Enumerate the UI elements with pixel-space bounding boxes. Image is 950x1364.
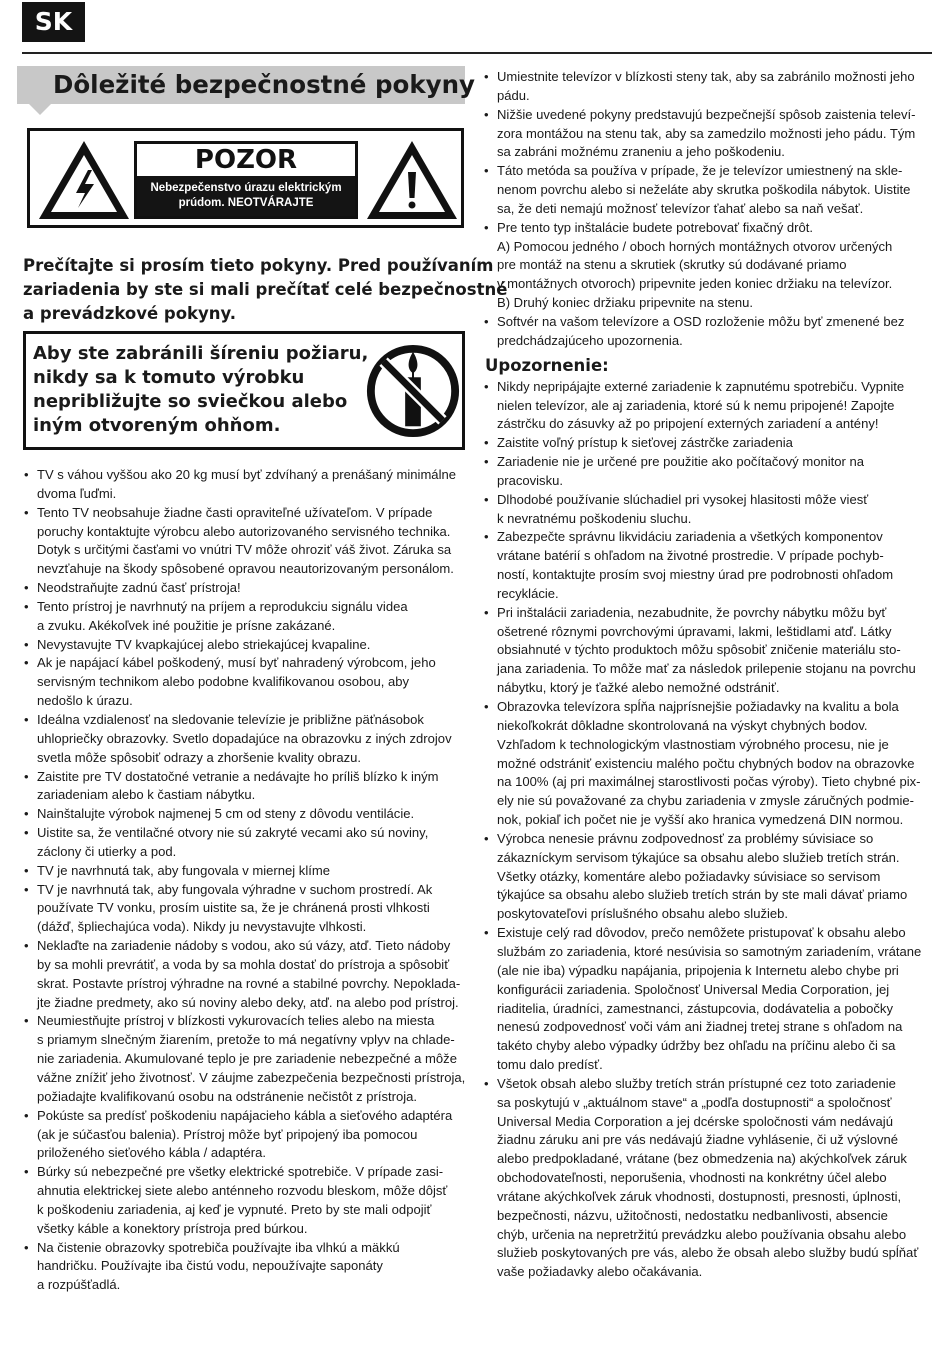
pozor-title: POZOR: [194, 145, 298, 175]
list-item: • Nainštalujte výrobok najmenej 5 cm od steny z dôvodu ventilácie.: [24, 805, 466, 824]
list-item: • Všetok obsah alebo služby tretích strán prístupné cez toto zariadenie sa poskytujú v „aktuálnom stave“ a „podľa dostupnosti“ a spoločnosť Universal Media Corporation a jej dcérske spoločnosti vám nedávajú žiadnu záruku ani pre vás nedávajú žiadne vyhlásenie, či už výslovné alebo predpokladané, vrátane (bez obmedzenia na) akýchkoľvek záruk obchodovateľnosti, neporušenia, vhodnosti na konkrétny účel alebo vrátane akýchkoľvek záruk vhodnosti, dostupnosti, presnosti, úplnosti, bezpečnosti, názvu, užitočnosti, nedostatku nedbanlivosti, absencie chýb, určenia na nepretržitú prevádzku alebo používania obsahu alebo služieb poskytovaných pre vás, alebo že obsah alebo služby budú spĺňať vaše požiadavky alebo očakávania.: [484, 1075, 934, 1282]
list-item: • Obrazovka televízora spĺňa najprísnejšie požiadavky na kvalitu a bola niekoľkokrát dôkladne skontrolovaná na výskyt chybných bodov. Vzhľadom k technologickým vlastnostiam výrobného procesu, nie je možné odstrániť existenciu malého počtu chybných bodov na obrazovke na 100% (aj pri maximálnej starostlivosti počas výroby). Tieto chybné pix- ely nie sú považované za chybu zariadenia v zmysle záručných podmie- nok, pokiaľ ich počet nie je vyšší ako hranica vymedzená DIN normou.: [484, 698, 934, 830]
right-column: [484, 68, 934, 1282]
upozornenie-heading: Upozornenie:: [485, 355, 609, 375]
list-item: • Uistite sa, že ventilačné otvory nie sú zakryté vecami ako sú noviny, záclony či utierky a pod.: [24, 824, 466, 862]
list-item: • Tento TV neobsahuje žiadne časti opraviteľné užívateľom. V prípade poruchy kontaktujte výrobcu alebo autorizovaného servisného technika. Dotyk s určitými časťami vo vnútri TV môže ohroziť váš život. Záruka sa nevzťahuje na škody spôsobené opravou neautorizovaným personálom.: [24, 504, 466, 579]
fire-warning-text: Aby ste zabránili šíreniu požiaru, nikdy sa k tomuto výrobku nepribližujte so sviečkou alebo iným otvoreným ohňom.: [33, 343, 369, 436]
list-item: • TV je navrhnutá tak, aby fungovala výhradne v suchom prostredí. Ak používate TV vonku, prosím uistite sa, že je chránená prosti vlhkosti (dážď, špliechajúca voda). Nikdy ju nevystavujte vlhkosti.: [24, 881, 466, 938]
list-item: • Umiestnite televízor v blízkosti steny tak, aby sa zabránilo možnosti jeho pádu.: [484, 68, 934, 106]
list-item: • Neumiestňujte prístroj v blízkosti vykurovacích telies alebo na miesta s priamym slnečným žiarením, pretože to má negatívny vplyv na chlade- nie zariadenia. Akumulované teplo je pre zariadenie nebezpečné a môže vážne znížiť jeho životnosť. V záujme zabezpečenia bezpečnosti prístroja, požiadajte kvalifikovanú osobu na odstránenie nečistôt z prístroja.: [24, 1012, 466, 1106]
title-bar: [17, 66, 475, 104]
safety-instructions-list: [24, 466, 466, 1295]
list-item: • Tento prístroj je navrhnutý na príjem a reprodukciu signálu videa a zvuku. Akékoľvek iné použitie je prísne zakázané.: [24, 598, 466, 636]
list-item: • Neodstraňujte zadnú časť prístroja!: [24, 579, 466, 598]
intro-text: Prečítajte si prosím tieto pokyny. Pred používaním zariadenia by ste si mali prečítať celé bezpečnostné a prevádzkové pokyny.: [23, 256, 508, 323]
exclamation-warning-icon: [364, 138, 460, 222]
list-item: • Táto metóda sa používa v prípade, že je televízor umiestnený na skle- nenom povrchu alebo si neželáte aby skrutka poškodila nábytok. Uistite sa, že deti nemajú možnosť televízor ťahať alebo sa naň vešať.: [484, 162, 934, 219]
list-item: • Zaistite voľný prístup k sieťovej zástrčke zariadenia: [484, 434, 934, 453]
no-candle-icon: [364, 342, 462, 440]
title-pointer: [29, 104, 51, 115]
header-rule: [22, 52, 932, 54]
electric-hazard-icon: [36, 138, 132, 222]
list-item: • Zaistite pre TV dostatočné vetranie a nedávajte ho príliš blízko k iným zariadeniam alebo k častiam nábytku.: [24, 768, 466, 806]
list-item: • TV s váhou vyššou ako 20 kg musí byť zdvíhaný a prenášaný minimálne dvoma ľuďmi.: [24, 466, 466, 504]
list-item: • Pri inštalácii zariadenia, nezabudnite, že povrchy nábytku môžu byť ošetrené rôznymi povrchovými úpravami, lakmi, leštidlami atď. Látky obsiahnuté v týchto produktoch môžu spôsobiť zničenie materiálu sto- jana zariadenia. To môže mať za následok prilepenie stojanu na povrchu nábytku, ktorý je ťažké alebo nemožné odstrániť.: [484, 604, 934, 698]
list-item: • TV je navrhnutá tak, aby fungovala v miernej klíme: [24, 862, 466, 881]
list-item: • Ak je napájací kábel poškodený, musí byť nahradený výrobcom, jeho servisným technikom alebo podobne kvalifikovanou osobou, aby nedošlo k úrazu.: [24, 654, 466, 711]
left-column: [17, 66, 508, 1293]
list-item: • Zariadenie nie je určené pre použitie ako počítačový monitor na pracovisku.: [484, 453, 934, 491]
list-item: • Zabezpečte správnu likvidáciu zariadenia a všetkých komponentov vrátane batérií s ohľadom na životné prostredie. V prípade pochyb- ností, kontaktujte prosím svoj miestny úrad pre podrobnosti ohľadom recyklácie.: [484, 528, 934, 603]
electric-warning-box: [27, 128, 464, 228]
pozor-label: [134, 141, 358, 219]
list-item: • Nižšie uvedené pokyny predstavujú bezpečnejší spôsob zaistenia televí- zora montážou na stenu tak, aby sa zamedzilo možnosti jeho pádu. Tým sa zabráni možnému zraneniu a jeho poškodeniu.: [484, 106, 934, 163]
list-item: • Existuje celý rad dôvodov, prečo nemôžete pristupovať k obsahu alebo službám zo zariadenia, ktoré nesúvisia so samotným zariadením, vrátane (ale nie iba) výpadku napájania, pripojenia k Internetu alebo chybe pri konfigurácii zariadenia. Spoločnosť Universal Media Corporation, jej riaditelia, úradníci, zamestnanci, zástupcovia, dodávatelia a pobočky nenesú zodpovednosť voči vám ani žiadnej tretej strane s ohľadom na takéto chyby alebo výpadky údržby bez ohľadu na príčinu alebo či sa tomu dalo predísť.: [484, 924, 934, 1075]
list-item: • Búrky sú nebezpečné pre všetky elektrické spotrebiče. V prípade zasi- ahnutia elektrickej siete alebo anténneho rozvodu bleskom, môže dôjsť k poškodeniu zariadenia, aj keď je vypnuté. Preto by ste mali odpojiť všetky káble a konektory prístroja pred búrkou.: [24, 1163, 466, 1238]
pozor-subtitle: Nebezpečenstvo úrazu elektrickým prúdom. NEOTVÁRAJTE: [137, 176, 355, 216]
list-item: • Nikdy nepripájajte externé zariadenie k zapnutému spotrebiču. Vypnite nielen televízor, ale aj zariadenia, ktoré sú k nemu pripojené! Zapojte zástrčku do zásuvky až po pripojení externých zariadení a antény!: [484, 378, 934, 435]
caution-list: [484, 378, 934, 1283]
list-item: • Nevystavujte TV kvapkajúcej alebo striekajúcej kvapaline.: [24, 636, 466, 655]
mounting-instructions-list: [484, 68, 934, 351]
language-tab: SK: [22, 2, 85, 42]
list-item: • Na čistenie obrazovky spotrebiča používajte iba vlhkú a mäkkú handričku. Používajte iba čistú vodu, nepoužívajte saponáty a rozpúšťadlá.: [24, 1239, 466, 1296]
page-title: Dôležité bezpečnostné pokyny: [53, 70, 475, 99]
fire-warning-box: [23, 331, 465, 450]
list-item: • Dlhodobé používanie slúchadiel pri vysokej hlasitosti môže viesť k nevratnému poškodeniu sluchu.: [484, 491, 934, 529]
list-item: • Neklaďte na zariadenie nádoby s vodou, ako sú vázy, atď. Tieto nádoby by sa mohli prevrátiť, a voda by sa mohla dostať do prístroja a spôsobiť skrat. Postavte prístroj výhradne na rovné a stabilné povrchy. Nepoklada- jte žiadne predmety, ako sú noviny alebo deky, atď. na alebo pod prístroj.: [24, 937, 466, 1012]
list-item: • Pokúste sa predísť poškodeniu napájacieho kábla a sieťového adaptéra (ak je súčasťou balenia). Prístroj môže byť pripojený iba pomocou priloženého sieťového kábla / adaptéra.: [24, 1107, 466, 1164]
list-item: • Softvér na vašom televízore a OSD rozloženie môžu byť zmenené bez predchádzajúceho upozornenia.: [484, 313, 934, 351]
list-item: • Ideálna vzdialenosť na sledovanie televízie je približne päťnásobok uhlopriečky obrazovky. Svetlo dopadajúce na obrazovku z iných zdrojov svetla môže spôsobiť odrazy a zhoršenie kvality obrazu.: [24, 711, 466, 768]
list-item: • Pre tento typ inštalácie budete potrebovať fixačný drôt. A) Pomocou jedného / oboch horných montážnych otvorov určených pre montáž na stenu a skrutiek (skrutky sú dodávané priamo v montážnych otvoroch) pripevnite jeden koniec držiaku na televízor. B) Druhý koniec držiaku pripevnite na stenu.: [484, 219, 934, 313]
list-item: • Výrobca nenesie právnu zodpovednosť za problémy súvisiace so zákazníckym servisom týkajúce sa obsahu alebo služieb tretích strán. Všetky otázky, komentáre alebo požiadavky súvisiace so servisom týkajúce sa obsahu alebo služieb tretích strán by ste mali dávať priamo poskytovateľovi príslušného obsahu alebo služieb.: [484, 830, 934, 924]
